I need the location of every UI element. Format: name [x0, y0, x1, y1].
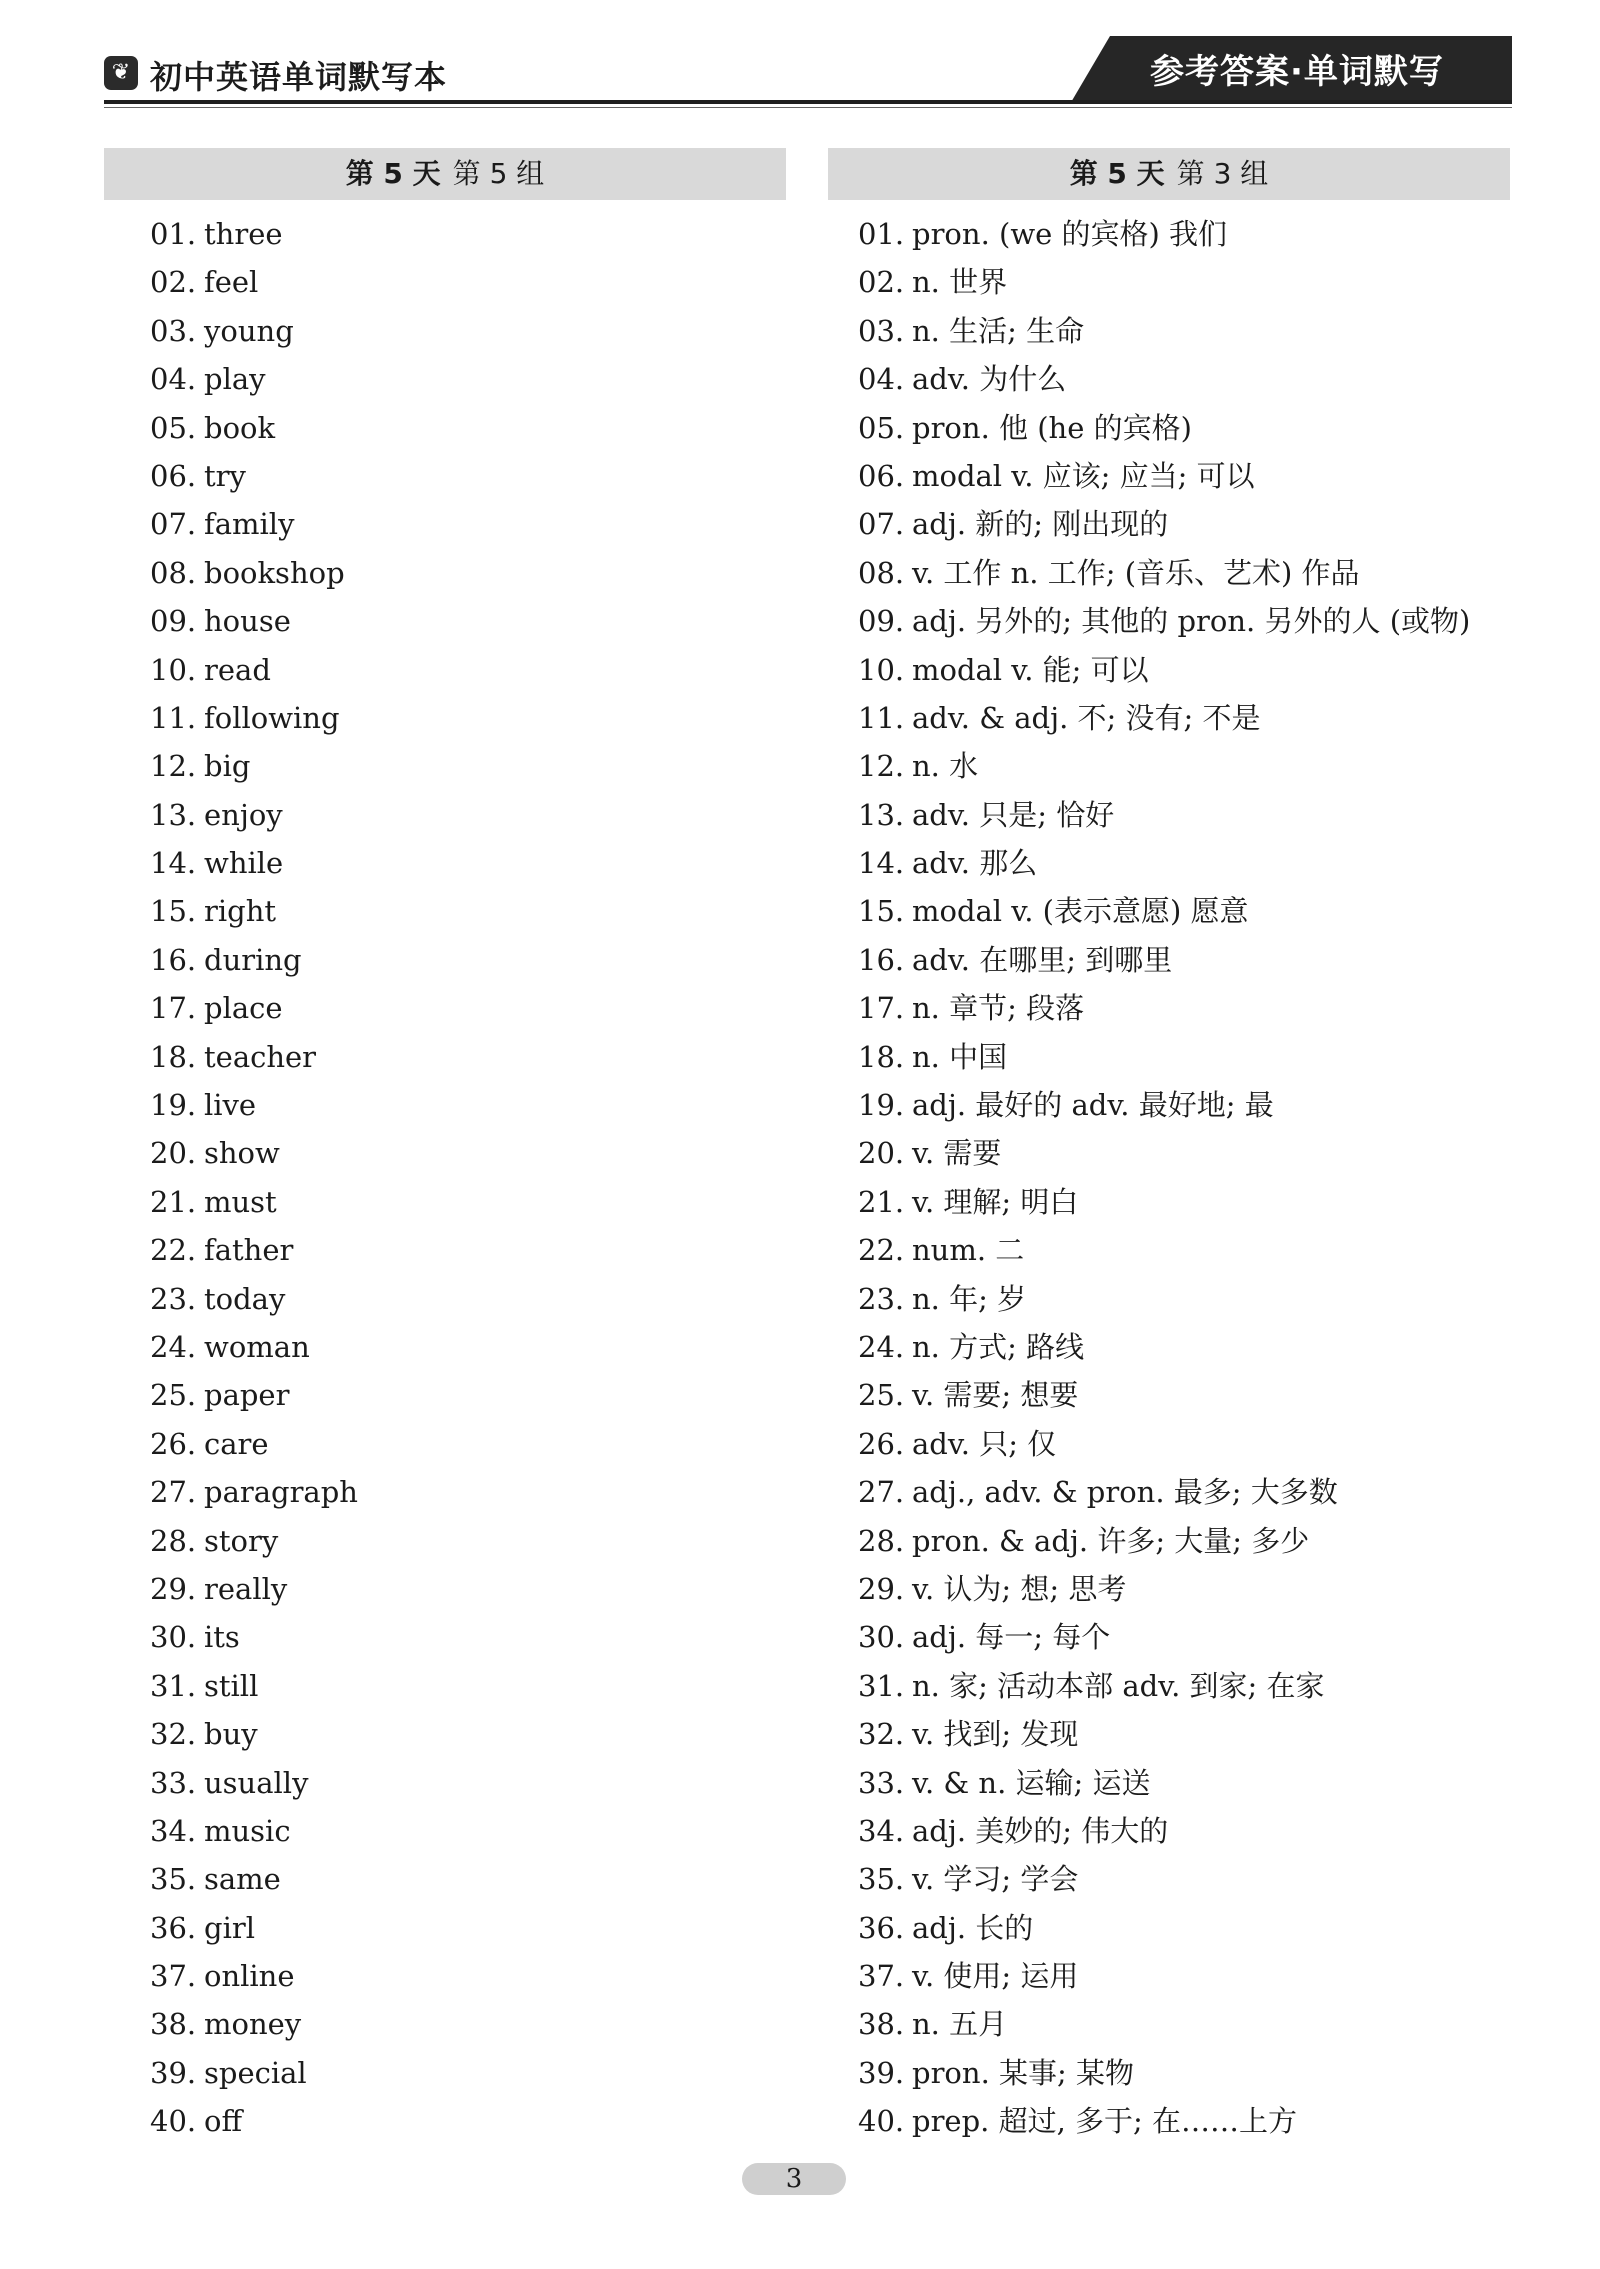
item-number: 28. [858, 1523, 905, 1558]
right-column-banner [828, 148, 1510, 200]
item-number: 05. [858, 410, 905, 445]
item-text: adj. 美妙的; 伟大的 [912, 1813, 1169, 1848]
item-text: its [204, 1620, 240, 1655]
item-number: 14. [858, 846, 905, 881]
definition-row [858, 1613, 1558, 1661]
item-number: 11. [858, 700, 905, 735]
item-number: 32. [150, 1717, 197, 1752]
item-number: 31. [150, 1668, 197, 1703]
item-text: pron. 他 (he 的宾格) [912, 410, 1192, 445]
item-number: 11. [150, 700, 197, 735]
item-text: father [204, 1233, 294, 1268]
word-row [150, 1710, 780, 1758]
word-row [150, 1904, 780, 1952]
item-number: 30. [858, 1620, 905, 1655]
item-number: 20. [150, 1136, 197, 1171]
item-number: 37. [150, 1959, 197, 1994]
item-text: play [204, 362, 266, 397]
item-number: 15. [858, 894, 905, 929]
item-text: adj. 每一; 每个 [912, 1620, 1111, 1655]
item-number: 08. [858, 555, 905, 590]
item-number: 09. [150, 604, 197, 639]
item-number: 01. [150, 217, 197, 251]
word-row [150, 307, 780, 355]
item-number: 35. [150, 1862, 197, 1897]
word-row [150, 1033, 780, 1081]
definition-row [858, 549, 1558, 597]
definition-row [858, 791, 1558, 839]
item-text: usually [204, 1765, 309, 1800]
word-row [150, 1855, 780, 1903]
word-row [150, 1517, 780, 1565]
item-number: 06. [150, 458, 197, 493]
item-text: modal v. 应该; 应当; 可以 [912, 458, 1255, 493]
definition-row [858, 210, 1558, 258]
word-row [150, 210, 780, 258]
section-tab-label: 参考答案·单词默写 [1150, 52, 1444, 92]
item-number: 05. [150, 410, 197, 445]
word-row [150, 936, 780, 984]
item-text: during [204, 942, 302, 977]
item-number: 25. [150, 1378, 197, 1413]
item-text: modal v. 能; 可以 [912, 652, 1149, 687]
word-row [150, 791, 780, 839]
item-number: 29. [150, 1571, 197, 1606]
definition-row [858, 500, 1558, 548]
item-text: three [204, 217, 283, 251]
item-text: n. 世界 [912, 265, 1008, 300]
item-text: adv. 只是; 恰好 [912, 797, 1115, 832]
item-number: 34. [150, 1813, 197, 1848]
item-number: 16. [858, 942, 905, 977]
word-row [150, 355, 780, 403]
item-number: 24. [150, 1329, 197, 1364]
item-number: 18. [858, 1039, 905, 1074]
item-text: music [204, 1813, 291, 1848]
item-number: 04. [858, 362, 905, 397]
item-number: 26. [858, 1426, 905, 1461]
word-row [150, 404, 780, 452]
word-row [150, 597, 780, 645]
item-text: special [204, 2055, 307, 2090]
item-text: care [204, 1426, 269, 1461]
item-text: v. 认为; 想; 思考 [912, 1571, 1127, 1606]
definition-row [858, 1759, 1558, 1807]
item-text: buy [204, 1717, 258, 1752]
item-text: feel [204, 265, 259, 300]
item-number: 07. [150, 507, 197, 542]
item-text: bookshop [204, 555, 345, 590]
word-row [150, 1952, 780, 2000]
item-number: 38. [150, 2007, 197, 2042]
item-text: girl [204, 1910, 255, 1945]
item-number: 02. [858, 265, 905, 300]
word-row [150, 500, 780, 548]
left-day-label: 第 5 天 [345, 157, 441, 190]
word-row [150, 646, 780, 694]
item-text: house [204, 604, 291, 639]
item-number: 04. [150, 362, 197, 397]
word-row [150, 1420, 780, 1468]
definition-row [858, 839, 1558, 887]
item-text: try [204, 458, 246, 493]
item-number: 36. [150, 1910, 197, 1945]
definition-row [858, 1710, 1558, 1758]
item-text: woman [204, 1329, 310, 1364]
definition-row [858, 1420, 1558, 1468]
item-number: 28. [150, 1523, 197, 1558]
item-text: n. 生活; 生命 [912, 313, 1085, 348]
item-number: 15. [150, 894, 197, 929]
item-number: 22. [150, 1233, 197, 1268]
item-number: 21. [150, 1184, 197, 1219]
item-number: 27. [150, 1475, 197, 1510]
item-text: pron. & adj. 许多; 大量; 多少 [912, 1523, 1310, 1558]
item-number: 32. [858, 1717, 905, 1752]
item-text: following [204, 700, 340, 735]
item-number: 08. [150, 555, 197, 590]
item-number: 33. [858, 1765, 905, 1800]
item-text: online [204, 1959, 295, 1994]
definition-row [858, 1904, 1558, 1952]
item-number: 10. [858, 652, 905, 687]
item-text: num. 二 [912, 1233, 1025, 1268]
item-number: 22. [858, 1233, 905, 1268]
item-number: 13. [150, 797, 197, 832]
word-row [150, 1081, 780, 1129]
item-text: v. 需要 [912, 1136, 1002, 1171]
word-row [150, 2000, 780, 2048]
item-text: n. 方式; 路线 [912, 1329, 1085, 1364]
definition-row [858, 597, 1558, 645]
item-text: adj. 长的 [912, 1910, 1034, 1945]
item-text: v. 使用; 运用 [912, 1959, 1079, 1994]
right-definition-list [858, 210, 1558, 2146]
definition-row [858, 404, 1558, 452]
item-number: 39. [150, 2055, 197, 2090]
item-text: big [204, 749, 251, 784]
definition-row [858, 1371, 1558, 1419]
item-number: 19. [150, 1088, 197, 1123]
item-number: 37. [858, 1959, 905, 1994]
item-text: adj. 新的; 刚出现的 [912, 507, 1169, 542]
definition-row [858, 1662, 1558, 1710]
word-row [150, 694, 780, 742]
item-text: place [204, 991, 283, 1026]
book-leaf-icon: ❦ [104, 56, 138, 90]
word-row [150, 1226, 780, 1274]
word-row [150, 1129, 780, 1177]
definition-row [858, 1323, 1558, 1371]
item-text: young [204, 313, 294, 348]
left-column-banner [104, 148, 786, 200]
item-number: 21. [858, 1184, 905, 1219]
item-text: read [204, 652, 271, 687]
word-row [150, 839, 780, 887]
item-text: n. 章节; 段落 [912, 991, 1085, 1026]
definition-row [858, 887, 1558, 935]
item-text: adv. 只; 仅 [912, 1426, 1057, 1461]
item-number: 16. [150, 942, 197, 977]
definition-row [858, 1807, 1558, 1855]
item-number: 26. [150, 1426, 197, 1461]
word-row [150, 1662, 780, 1710]
definition-row [858, 258, 1558, 306]
item-text: adv. & adj. 不; 没有; 不是 [912, 700, 1261, 735]
item-number: 29. [858, 1571, 905, 1606]
item-text: v. 理解; 明白 [912, 1184, 1079, 1219]
right-group-label: 第 3 组 [1176, 157, 1269, 190]
word-row [150, 1371, 780, 1419]
item-text: money [204, 2007, 302, 2042]
item-text: modal v. (表示意愿) 愿意 [912, 894, 1249, 929]
word-row [150, 258, 780, 306]
definition-row [858, 646, 1558, 694]
item-number: 27. [858, 1475, 905, 1510]
item-number: 12. [858, 749, 905, 784]
item-number: 36. [858, 1910, 905, 1945]
right-day-label: 第 5 天 [1069, 157, 1165, 190]
word-row [150, 887, 780, 935]
definition-row [858, 1178, 1558, 1226]
word-row [150, 2097, 780, 2145]
item-number: 33. [150, 1765, 197, 1800]
item-number: 03. [150, 313, 197, 348]
item-number: 20. [858, 1136, 905, 1171]
definition-row [858, 1855, 1558, 1903]
word-row [150, 452, 780, 500]
definition-row [858, 1081, 1558, 1129]
definition-row [858, 2097, 1558, 2145]
item-text: really [204, 1571, 288, 1606]
word-row [150, 1178, 780, 1226]
item-text: enjoy [204, 797, 283, 832]
definition-row [858, 1226, 1558, 1274]
item-number: 09. [858, 604, 905, 639]
definition-row [858, 1033, 1558, 1081]
definition-row [858, 1468, 1558, 1516]
item-number: 07. [858, 507, 905, 542]
item-number: 18. [150, 1039, 197, 1074]
definition-row [858, 694, 1558, 742]
item-text: book [204, 410, 276, 445]
item-number: 06. [858, 458, 905, 493]
item-number: 03. [858, 313, 905, 348]
item-text: right [204, 894, 277, 929]
word-row [150, 742, 780, 790]
item-text: v. 找到; 发现 [912, 1717, 1079, 1752]
item-number: 23. [858, 1281, 905, 1316]
definition-row [858, 452, 1558, 500]
item-text: while [204, 846, 284, 881]
item-text: n. 水 [912, 749, 979, 784]
word-row [150, 1565, 780, 1613]
left-word-list [150, 210, 780, 2146]
item-text: paper [204, 1378, 290, 1413]
header-divider-thin [104, 107, 1512, 108]
item-text: n. 中国 [912, 1039, 1008, 1074]
item-number: 25. [858, 1378, 905, 1413]
item-text: v. & n. 运输; 运送 [912, 1765, 1151, 1800]
item-text: n. 年; 岁 [912, 1281, 1027, 1316]
item-text: today [204, 1281, 286, 1316]
item-text: pron. 某事; 某物 [912, 2055, 1134, 2090]
item-number: 40. [150, 2104, 197, 2139]
item-text: teacher [204, 1039, 317, 1074]
item-number: 17. [150, 991, 197, 1026]
item-number: 17. [858, 991, 905, 1026]
item-text: adj. 最好的 adv. 最好地; 最 [912, 1088, 1274, 1123]
item-text: live [204, 1088, 257, 1123]
word-row [150, 1468, 780, 1516]
item-text: story [204, 1523, 279, 1558]
item-text: family [204, 507, 295, 542]
word-row [150, 549, 780, 597]
item-number: 14. [150, 846, 197, 881]
item-text: paragraph [204, 1475, 358, 1510]
item-text: off [204, 2104, 243, 2139]
item-number: 01. [858, 217, 905, 251]
left-group-label: 第 5 组 [452, 157, 545, 190]
item-text: adj., adv. & pron. 最多; 大多数 [912, 1475, 1338, 1510]
definition-row [858, 1129, 1558, 1177]
definition-row [858, 1565, 1558, 1613]
item-number: 38. [858, 2007, 905, 2042]
item-text: adj. 另外的; 其他的 pron. 另外的人 (或物) [912, 604, 1471, 639]
word-row [150, 1807, 780, 1855]
definition-row [858, 355, 1558, 403]
definition-row [858, 1517, 1558, 1565]
definition-row [858, 742, 1558, 790]
item-number: 24. [858, 1329, 905, 1364]
item-text: prep. 超过, 多于; 在……上方 [912, 2104, 1298, 2139]
word-row [150, 1323, 780, 1371]
item-number: 31. [858, 1668, 905, 1703]
item-text: adv. 为什么 [912, 362, 1067, 397]
definition-row [858, 1275, 1558, 1323]
item-number: 23. [150, 1281, 197, 1316]
item-number: 30. [150, 1620, 197, 1655]
item-number: 34. [858, 1813, 905, 1848]
item-text: adv. 在哪里; 到哪里 [912, 942, 1173, 977]
word-row [150, 1613, 780, 1661]
item-number: 40. [858, 2104, 905, 2139]
item-text: adv. 那么 [912, 846, 1038, 881]
item-number: 35. [858, 1862, 905, 1897]
item-number: 13. [858, 797, 905, 832]
item-text: n. 家; 活动本部 adv. 到家; 在家 [912, 1668, 1325, 1703]
item-text: still [204, 1668, 259, 1703]
definition-row [858, 984, 1558, 1032]
item-number: 12. [150, 749, 197, 784]
item-text: n. 五月 [912, 2007, 1008, 2042]
item-number: 19. [858, 1088, 905, 1123]
word-row [150, 1759, 780, 1807]
definition-row [858, 2049, 1558, 2097]
item-text: show [204, 1136, 280, 1171]
word-row [150, 2049, 780, 2097]
book-title: 初中英语单词默写本 [150, 58, 448, 96]
definition-row [858, 936, 1558, 984]
item-text: v. 需要; 想要 [912, 1378, 1079, 1413]
page-header [0, 0, 1600, 110]
header-divider [104, 100, 1512, 104]
item-number: 39. [858, 2055, 905, 2090]
word-row [150, 984, 780, 1032]
page-number: 3 [742, 2163, 846, 2195]
item-text: must [204, 1184, 277, 1219]
definition-row [858, 1952, 1558, 2000]
definition-row [858, 2000, 1558, 2048]
definition-row [858, 307, 1558, 355]
item-number: 02. [150, 265, 197, 300]
item-text: pron. (we 的宾格) 我们 [912, 217, 1228, 251]
item-text: v. 学习; 学会 [912, 1862, 1079, 1897]
item-text: same [204, 1862, 281, 1897]
word-row [150, 1275, 780, 1323]
item-text: v. 工作 n. 工作; (音乐、艺术) 作品 [912, 555, 1360, 590]
item-number: 10. [150, 652, 197, 687]
